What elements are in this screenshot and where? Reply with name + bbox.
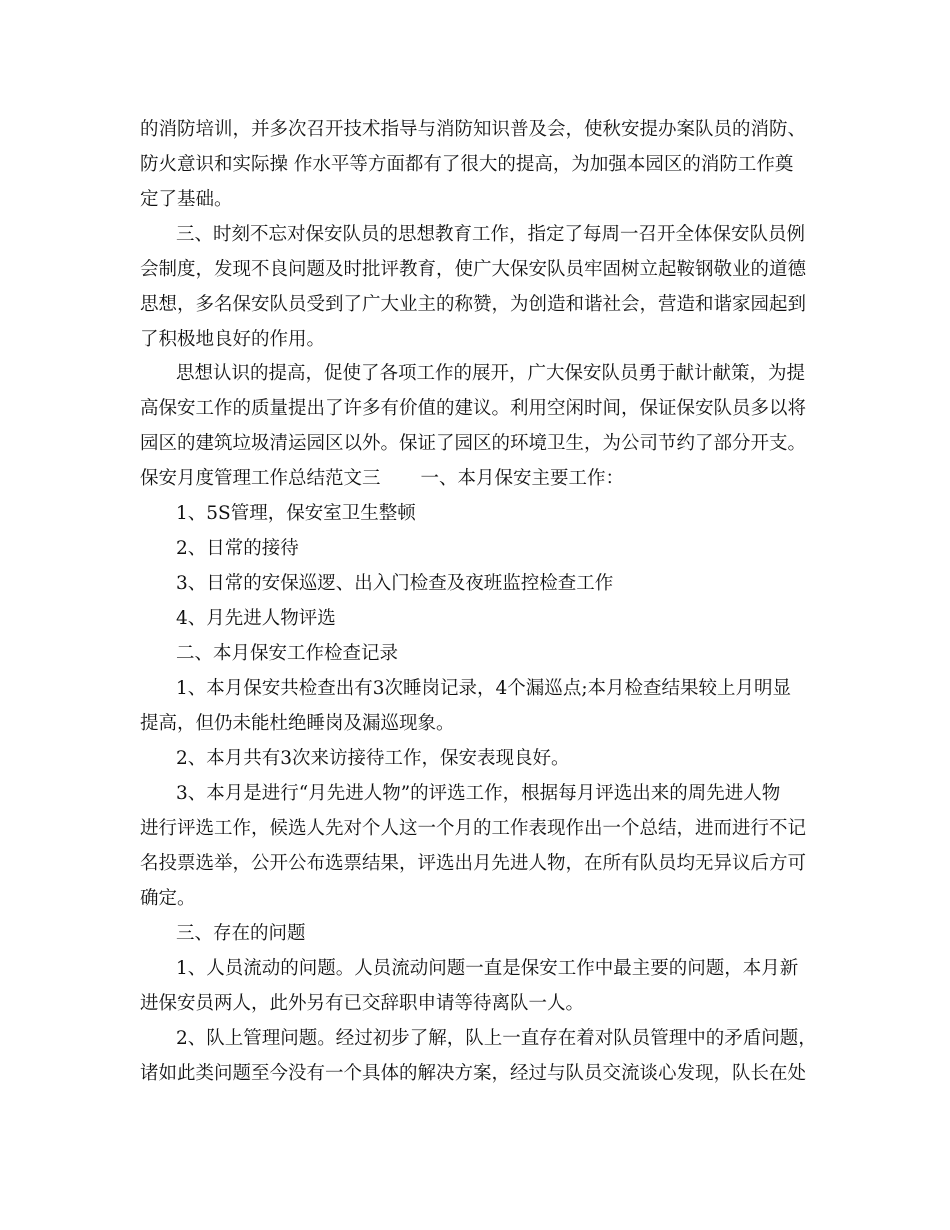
text-line: 思想认识的提高，促使了各项工作的展开，广大保安队员勇于献计献策，为提: [176, 363, 806, 384]
section-heading: 二、本月保安工作检查记录: [176, 643, 399, 664]
section-heading: 一、本月保安主要工作：: [420, 468, 625, 489]
text-line: 进保安员两人，此外另有已交辞职申请等待离队一人。: [140, 993, 585, 1014]
list-item: 1、5S管理，保安室卫生整顿: [176, 503, 416, 524]
section-heading: 三、存在的问题: [176, 923, 306, 944]
text-line: 1、本月保安共检查出有3次睡岗记录，4个漏巡点;本月检查结果较上月明显: [176, 678, 792, 699]
text-line: 会制度，发现不良问题及时批评教育，使广大保安队员牢固树立起鞍钢敬业的道德: [140, 259, 807, 280]
list-item: 2、日常的接待: [176, 538, 299, 559]
text-line: 的消防培训，并多次召开技术指导与消防知识普及会，使秋安提办案队员的消防、: [140, 119, 807, 140]
text-line: 了积极地良好的作用。: [140, 329, 326, 350]
text-line: 1、人员流动的问题。人员流动问题一直是保安工作中最主要的问题，本月新: [176, 958, 799, 979]
list-item: 3、日常的安保巡逻、出入门检查及夜班监控检查工作: [176, 573, 614, 594]
text-line: 防火意识和实际操 作水平等方面都有了很大的提高，为加强本园区的消防工作奠: [140, 154, 794, 175]
text-line: 提高，但仍未能杜绝睡岗及漏巡现象。: [140, 713, 455, 734]
text-line: 2、本月共有3次来访接待工作，保安表现良好。: [176, 748, 570, 769]
text-line: 进行评选工作，候选人先对个人这一个月的工作表现作出一个总结，进而进行不记: [140, 818, 807, 839]
section-title: 保安月度管理工作总结范文三: [140, 468, 381, 489]
text-line: 诸如此类问题至今没有一个具体的解决方案，经过与队员交流谈心发现，队长在处: [140, 1063, 807, 1084]
text-line: 园区的建筑垃圾清运园区以外。保证了园区的环境卫生，为公司节约了部分开支。: [140, 433, 807, 454]
text-line: 2、队上管理问题。经过初步了解，队上一直存在着对队员管理中的矛盾问题，: [176, 1028, 817, 1049]
text-line: 高保安工作的质量提出了许多有价值的建议。利用空闲时间，保证保安队员多以将: [140, 398, 807, 419]
list-item: 4、月先进人物评选: [176, 608, 336, 629]
section-title-line: [140, 467, 820, 491]
text-line: 思想，多名保安队员受到了广大业主的称赞，为创造和谐社会，营造和谐家园起到: [140, 294, 807, 315]
text-line: 3、本月是进行“月先进人物”的评选工作，根据每月评选出来的周先进人物: [176, 783, 781, 804]
text-line: 名投票选举，公开公布选票结果，评选出月先进人物，在所有队员均无异议后方可: [140, 853, 807, 874]
text-line: 定了基础。: [140, 189, 233, 210]
text-line: 三、时刻不忘对保安队员的思想教育工作，指定了每周一召开全体保安队员例: [176, 224, 806, 245]
text-line: 确定。: [140, 888, 196, 909]
